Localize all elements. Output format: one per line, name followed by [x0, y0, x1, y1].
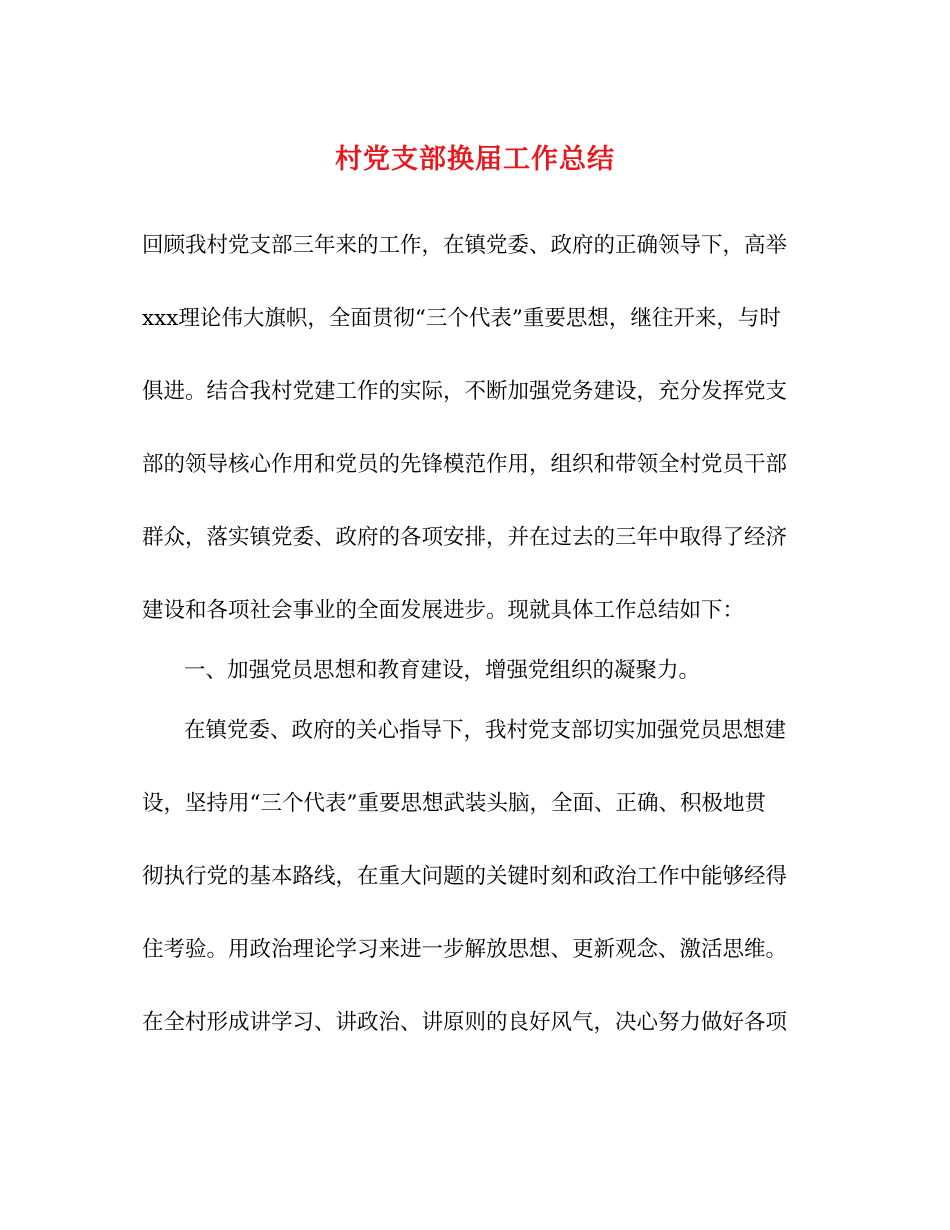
paragraph-line-1: 回顾我村党支部三年来的工作，在镇党委、政府的正确领导下，高举	[142, 233, 788, 258]
paragraph-line-3: 俱进。结合我村党建工作的实际，不断加强党务建设，充分发挥党支	[142, 379, 788, 404]
paragraph-line-5: 群众，落实镇党委、政府的各项安排，并在过去的三年中取得了经济	[142, 525, 788, 550]
paragraph-line-4: 部的领导核心作用和党员的先锋模范作用，组织和带领全村党员干部	[142, 452, 788, 477]
paragraph-line-8: 设，坚持用“三个代表”重要思想武装头脑，全面、正确、积极地贯	[142, 791, 766, 816]
document-title: 村党支部换届工作总结	[335, 144, 615, 175]
paragraph-line-7: 在镇党委、政府的关心指导下，我村党支部切实加强党员思想建	[184, 718, 787, 743]
paragraph-line-9: 彻执行党的基本路线，在重大问题的关键时刻和政治工作中能够经得	[142, 864, 788, 889]
paragraph-line-6: 建设和各项社会事业的全面发展进步。现就具体工作总结如下：	[142, 598, 745, 623]
paragraph-line-11: 在全村形成讲学习、讲政治、讲原则的良好风气，决心努力做好各项	[142, 1010, 788, 1035]
section-heading-1: 一、加强党员思想和教育建设，增强党组织的凝聚力。	[184, 658, 701, 683]
paragraph-line-2: xxx理论伟大旗帜，全面贯彻“三个代表”重要思想，继往开来，与时	[142, 306, 781, 331]
paragraph-line-10: 住考验。用政治理论学习来进一步解放思想、更新观念、激活思维。	[142, 937, 788, 962]
